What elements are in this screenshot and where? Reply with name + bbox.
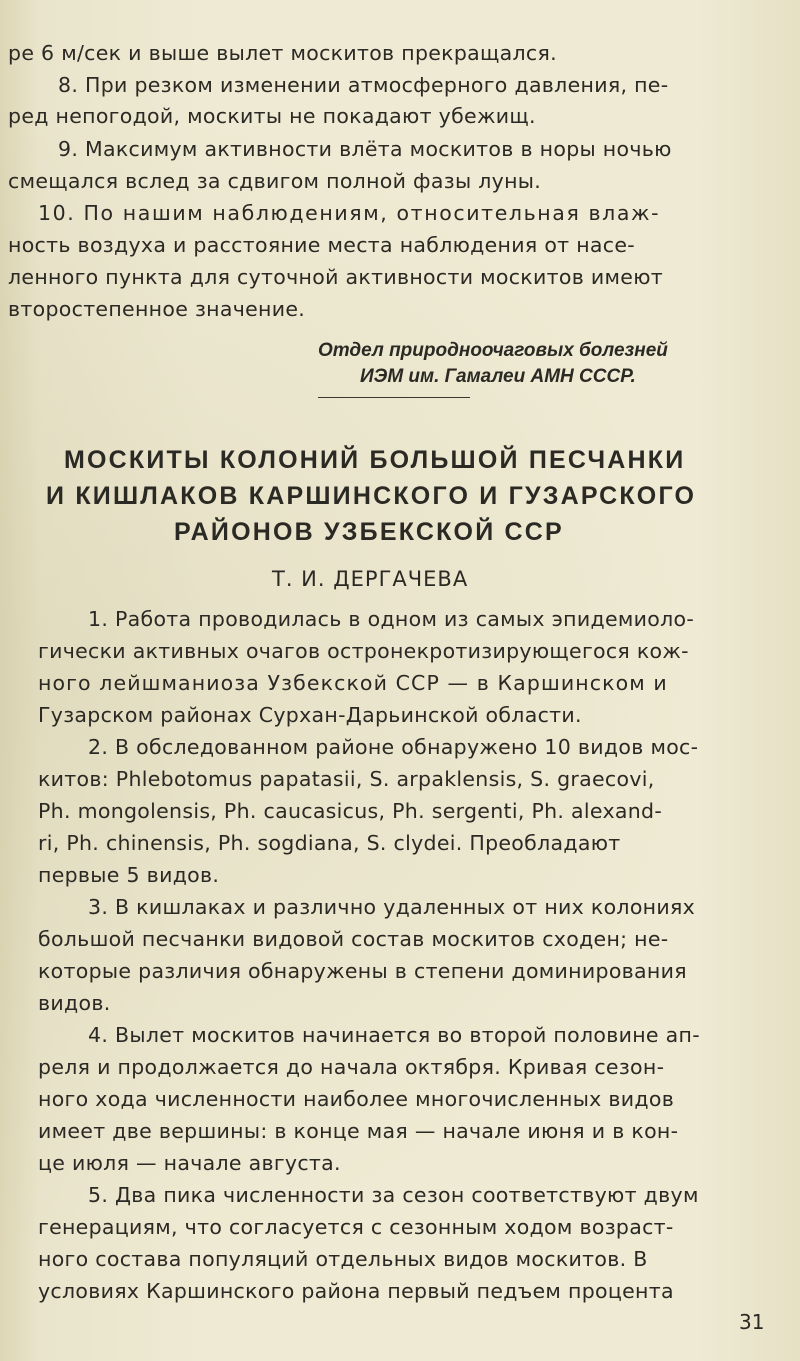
text-line: видов. xyxy=(38,991,111,1015)
text-line: ленного пункта для суточной активности москитов имеют xyxy=(8,265,663,289)
text-line: ного лейшманиоза Узбекской ССР — в Каршинском и xyxy=(38,671,668,695)
text-line: це июля — начале августа. xyxy=(38,1151,341,1175)
text-line: китов: Phlebotomus papatasii, S. arpaklensis, S. graecovi, xyxy=(38,767,655,791)
text-line: ного состава популяций отдельных видов москитов. В xyxy=(38,1247,648,1271)
article-title-line: РАЙОНОВ УЗБЕКСКОЙ ССР xyxy=(174,518,564,546)
text-line: ного хода численности наиболее многочисленных видов xyxy=(38,1087,675,1111)
text-line: 8. При резком изменении атмосферного давления, пе- xyxy=(58,73,669,97)
text-line: Ph. mongolensis, Ph. caucasicus, Ph. sergenti, Ph. alexand- xyxy=(38,799,663,823)
text-line: смещался вслед за сдвигом полной фазы луны. xyxy=(8,169,542,193)
text-line: 5. Два пика численности за сезон соответствуют двум xyxy=(88,1183,699,1207)
article-author: Т. И. ДЕРГАЧЕВА xyxy=(272,567,469,591)
article-title-line: И КИШЛАКОВ КАРШИНСКОГО И ГУЗАРСКОГО xyxy=(46,482,697,510)
section-divider xyxy=(318,397,470,398)
text-line: условиях Каршинского района первый педъем процента xyxy=(38,1279,674,1303)
article-title-line: МОСКИТЫ КОЛОНИЙ БОЛЬШОЙ ПЕСЧАНКИ xyxy=(64,446,686,474)
text-line: 9. Максимум активности влёта москитов в норы ночью xyxy=(58,137,672,161)
text-line: гически активных очагов остронекротизирующегося кож- xyxy=(38,639,689,663)
text-line: Гузарском районах Сурхан-Дарьинской области. xyxy=(38,703,582,727)
text-line: первые 5 видов. xyxy=(38,863,220,887)
text-line: 10. По нашим наблюдениям, относительная влаж- xyxy=(38,201,661,225)
text-line: ri, Ph. chinensis, Ph. sogdiana, S. clydei. Преобладают xyxy=(38,831,621,855)
text-line: 1. Работа проводилась в одном из самых эпидемиоло- xyxy=(88,607,695,631)
text-line: имеет две вершины: в конце мая — начале июня и в кон- xyxy=(38,1119,679,1143)
text-line: ред непогодой, москиты не покадают убежищ. xyxy=(8,104,536,128)
text-line: 3. В кишлаках и различно удаленных от них колониях xyxy=(88,895,696,919)
text-line: 2. В обследованном районе обнаружено 10 видов мос- xyxy=(88,735,699,759)
signature-institute: ИЭМ им. Гамалеи АМН СССР. xyxy=(360,366,636,387)
text-line: реля и продолжается до начала октября. Кривая сезон- xyxy=(38,1055,665,1079)
text-line: 4. Вылет москитов начинается во второй половине ап- xyxy=(88,1023,700,1047)
text-line: ность воздуха и расстояние места наблюдения от насе- xyxy=(8,233,635,257)
text-line: генерациям, что согласуется с сезонным ходом возраст- xyxy=(38,1215,674,1239)
signature-department: Отдел природноочаговых болезней xyxy=(318,340,668,361)
text-line: второстепенное значение. xyxy=(8,297,306,321)
text-line: большой песчанки видовой состав москитов сходен; не- xyxy=(38,927,669,951)
page-number: 31 xyxy=(739,1310,765,1334)
text-line: ре 6 м/сек и выше вылет москитов прекращался. xyxy=(8,41,557,65)
text-line: которые различия обнаружены в степени доминирования xyxy=(38,959,687,983)
